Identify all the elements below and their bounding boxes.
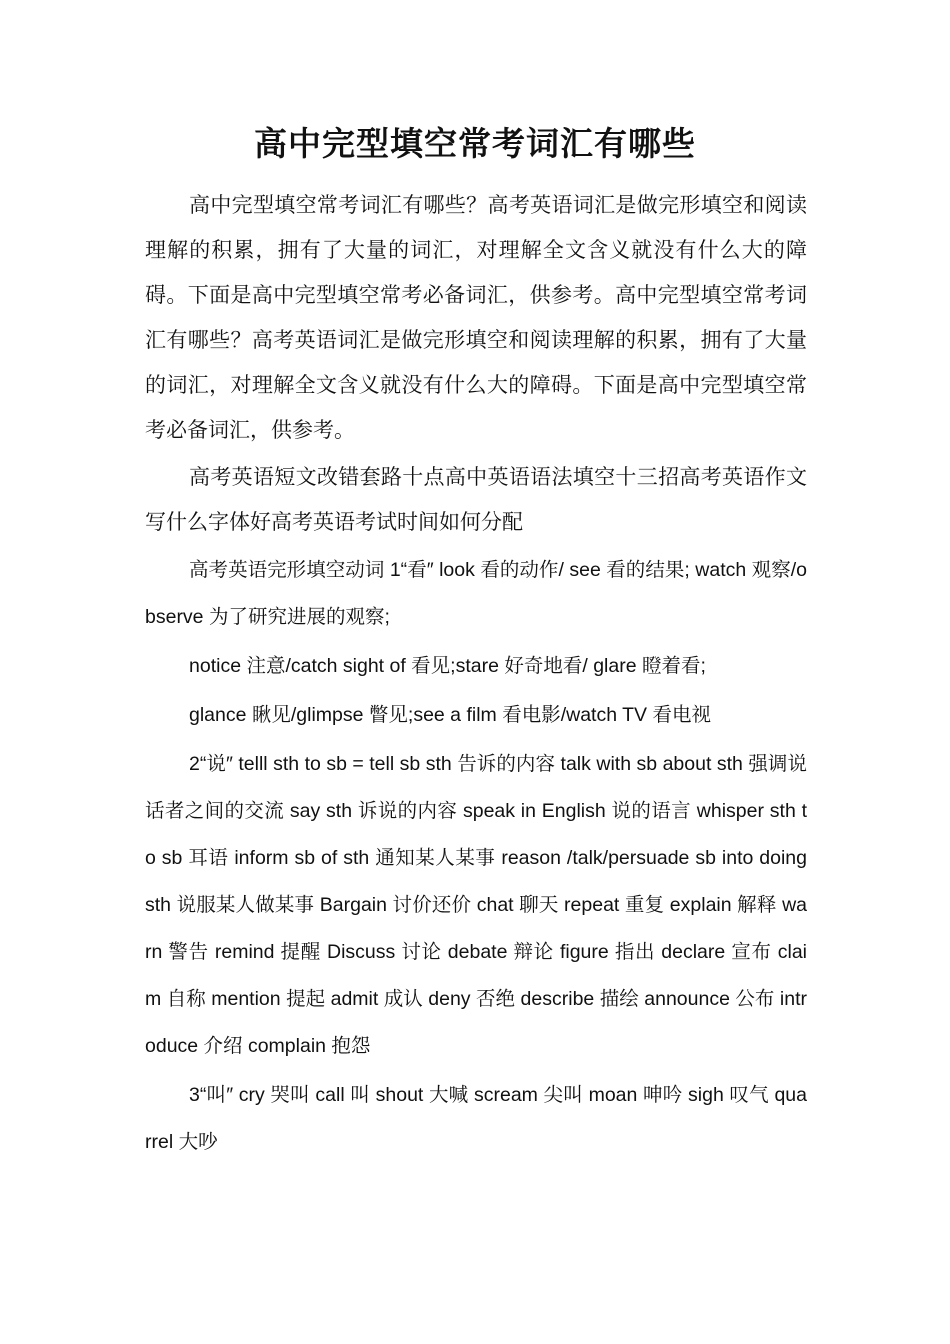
paragraph-verbs-look: 高考英语完形填空动词 1“看″ look 看的动作/ see 看的结果; watch 观察/observe 为了研究进展的观察; — [145, 559, 807, 628]
paragraph-related-links: 高考英语短文改错套路十点高中英语语法填空十三招高考英语作文写什么字体好高考英语考试时间如何分配 — [145, 465, 807, 534]
paragraph-verbs-say: 2“说″ telll sth to sb = tell sb sth 告诉的内容 talk with sb about sth 强调说话者之间的交流 say sth 诉说的内容 speak in English 说的语言 whisper sth to sb 耳语 inform sb of sth 通知某人某事 reason /talk/persuade sb into doing sth 说服某人做某事 Bargain 讨价还价 chat 聊天 repeat 重复 explain 解释 warn 警告 remind 提醒 Discuss 讨论 debate 辩论 figure 指出 declare 宣布 claim 自称 mention 提起 admit 成认 deny 否绝 describe 描绘 announce 公布 introduce 介绍 complain 抱怨 — [145, 753, 807, 1057]
document-body — [145, 183, 807, 1168]
paragraph-verbs-glance: glance 瞅见/glimpse 瞥见;see a film 看电影/watch TV 看电视 — [189, 704, 711, 726]
document-title: 高中完型填空常考词汇有哪些 — [254, 124, 696, 163]
paragraph-intro: 高中完型填空常考词汇有哪些？高考英语词汇是做完形填空和阅读理解的积累，拥有了大量的词汇，对理解全文含义就没有什么大的障碍。下面是高中完型填空常考必备词汇，供参考。高中完型填空常考词汇有哪些？高考英语词汇是做完形填空和阅读理解的积累，拥有了大量的词汇，对理解全文含义就没有什么大的障碍。下面是高中完型填空常考必备词汇，供参考。 — [145, 193, 807, 442]
paragraph-verbs-shout: 3“叫″ cry 哭叫 call 叫 shout 大喊 scream 尖叫 moan 呻吟 sigh 叹气 quarrel 大吵 — [145, 1084, 807, 1153]
paragraph-verbs-notice: notice 注意/catch sight of 看见;stare 好奇地看/ glare 瞪着看; — [189, 655, 706, 677]
